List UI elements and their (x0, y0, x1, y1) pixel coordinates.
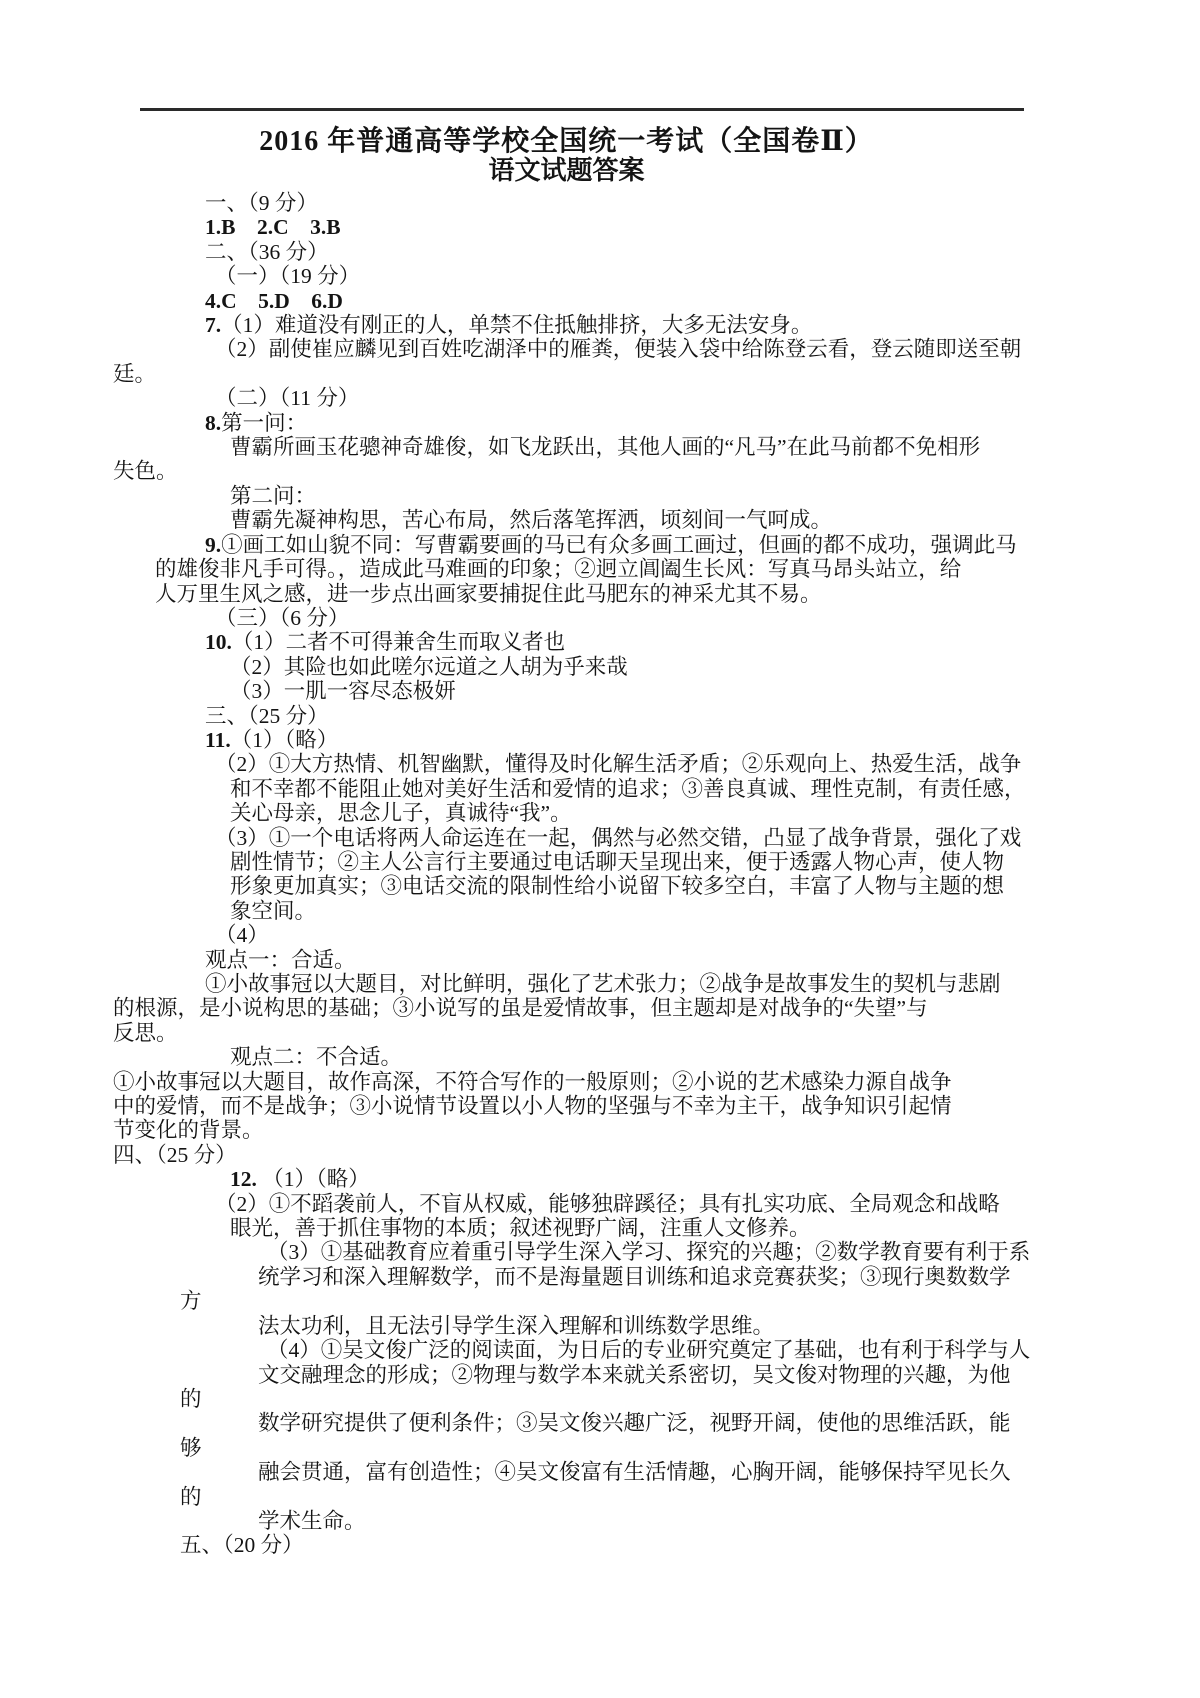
document-title: 2016 年普通高等学校全国统一考试（全国卷Ⅱ） (259, 126, 874, 157)
line-text: 眼光，善于抓住事物的本质；叙述视野广阔，注重人文修养。 (230, 1216, 811, 1241)
question-number: 9. (205, 532, 222, 557)
answer-line (215, 606, 1200, 630)
line-text: （3）①基础教育应着重引导学生深入学习、探究的兴趣；②数学教育要有利于系 (267, 1240, 1031, 1265)
answer-line (230, 777, 1200, 801)
line-text: 的 (180, 1386, 202, 1411)
line-text: 人万里生风之感，进一步点出画家要捕捉住此马肥东的神采尤其不易。 (155, 581, 822, 606)
answer-line (267, 1338, 1200, 1362)
answer-line (205, 704, 1200, 728)
line-text: 学术生命。 (258, 1508, 366, 1533)
line-text: （3）一肌一容尽态极妍 (230, 679, 456, 704)
line-text: 文交融理念的形成；②物理与数学本来就关系密切，吴文俊对物理的兴趣，为他 (258, 1362, 1011, 1387)
answer-lines (0, 191, 1200, 1558)
line-text: 观点一：合适。 (205, 947, 356, 972)
answer-line (258, 1265, 1200, 1289)
answer-line (258, 1314, 1200, 1338)
answer-line (205, 533, 1200, 557)
line-text: （4） (215, 923, 269, 948)
answer-line (215, 264, 1200, 288)
answer-line (113, 1118, 1200, 1142)
answer-line (113, 996, 1200, 1020)
document-subtitle: 语文试题答案 (488, 156, 645, 185)
line-text: ①小故事冠以大题目，对比鲜明，强化了艺术张力；②战争是故事发生的契机与悲剧 (205, 972, 1001, 996)
answer-line (180, 1289, 1200, 1313)
question-number: 11. (205, 727, 231, 752)
line-text: 曹霸先凝神构思，苦心布局，然后落笔挥洒，顷刻间一气呵成。 (230, 508, 833, 533)
line-text: 中的爱情，而不是战争；③小说情节设置以小人物的坚强与不幸为主干，战争知识引起情 (113, 1094, 952, 1119)
answer-line (113, 1094, 1200, 1118)
line-text: ①小故事冠以大题目，故作高深，不符合写作的一般原则；②小说的艺术感染力源自战争 (113, 1069, 952, 1094)
line-text: 够 (180, 1435, 202, 1460)
answer-line (205, 240, 1200, 264)
line-text: ①画工如山貌不同：写曹霸要画的马已有众多画工画过，但画的都不成功，强调此马 (221, 532, 1017, 557)
answer-line (230, 679, 1200, 703)
line-text: 剧性情节；②主人公言行主要通过电话聊天呈现出来，便于透露人物心声，使人物 (230, 849, 1005, 874)
line-text: 曹霸所画玉花骢神奇雄俊，如飞龙跃出，其他人画的“凡马”在此马前都不免相形 (230, 435, 981, 460)
line-text: （1）二者不可得兼舍生而取义者也 (231, 630, 566, 655)
answer-line (205, 215, 1200, 239)
answer-line (113, 1021, 1200, 1045)
answer-line (258, 1363, 1200, 1387)
line-text: 五、（20 分） (180, 1533, 304, 1558)
line-text: 和不幸都不能阻止她对美好生活和爱情的追求；③善良真诚、理性克制，有责任感， (230, 776, 1026, 801)
question-number: 7. (205, 313, 222, 338)
answer-line (113, 362, 1200, 386)
answer-line (180, 1387, 1200, 1411)
line-text: 统学习和深入理解数学，而不是海量题目训练和追求竞赛获奖；③现行奥数数学 (258, 1264, 1011, 1289)
answer-line (215, 337, 1200, 361)
answer-line (155, 557, 1200, 581)
line-text: 观点二：不合适。 (230, 1045, 403, 1070)
line-text: （三）（6 分） (215, 605, 350, 630)
line-text: 节变化的背景。 (113, 1118, 264, 1143)
answer-line (205, 313, 1200, 337)
answer-line (205, 630, 1200, 654)
line-text: 第一问： (221, 410, 308, 435)
answer-line (230, 801, 1200, 825)
line-text: 廷。 (113, 361, 157, 386)
answer-line (113, 1070, 1200, 1094)
answer-line (230, 435, 1200, 459)
line-text: 关心母亲，思念儿子，真诚待“我”。 (230, 801, 572, 826)
line-text: 失色。 (113, 459, 178, 484)
line-text: 四、（25 分） (113, 1142, 237, 1167)
line-text: （1）（略） (230, 727, 339, 752)
answer-line (205, 728, 1200, 752)
answer-line (205, 191, 1200, 215)
line-text: 融会贯通，富有创造性；④吴文俊富有生活情趣，心胸开阔，能够保持罕见长久 (258, 1460, 1011, 1485)
document-body (0, 126, 1200, 1558)
line-text: （3）①一个电话将两人命运连在一起，偶然与必然交错，凸显了战争背景，强化了戏 (215, 825, 1022, 850)
answer-line (215, 923, 1200, 947)
answer-line (180, 1533, 1200, 1557)
question-number: 1.B 2.C 3.B (205, 215, 341, 240)
answer-line (215, 752, 1200, 776)
answer-line (215, 386, 1200, 410)
question-number: 4.C 5.D 6.D (205, 288, 343, 313)
answer-line (155, 582, 1200, 606)
question-number: 8. (205, 410, 222, 435)
line-text: 方 (180, 1289, 202, 1314)
line-text: （4）①吴文俊广泛的阅读面，为日后的专业研究奠定了基础，也有利于科学与人 (267, 1338, 1031, 1363)
answer-line (267, 1240, 1200, 1264)
answer-line (205, 972, 1200, 996)
line-text: 的根源，是小说构思的基础；③小说写的虽是爱情故事，但主题却是对战争的“失望”与 (113, 996, 928, 1021)
line-text: 一、（9 分） (205, 191, 318, 215)
line-text: 的雄俊非凡手可得。，造成此马难画的印象；②迥立阊阖生长风：写真马昂头站立，给 (155, 557, 962, 582)
answer-line (230, 1045, 1200, 1069)
line-text: 形象更加真实；③电话交流的限制性给小说留下较多空白，丰富了人物与主题的想 (230, 874, 1005, 899)
line-text: 象空间。 (230, 898, 317, 923)
line-text: （二）（11 分） (215, 386, 360, 411)
line-text: 的 (180, 1484, 202, 1509)
answer-line (258, 1460, 1200, 1484)
answer-line (230, 655, 1200, 679)
answer-line (215, 1192, 1200, 1216)
answer-line (215, 826, 1200, 850)
line-text: （1）难道没有刚正的人，单禁不住抵触排挤，大多无法安身。 (221, 313, 813, 338)
line-text: 二、（36 分） (205, 239, 329, 264)
answer-line (205, 948, 1200, 972)
question-number: 10. (205, 630, 232, 655)
answer-line (258, 1509, 1200, 1533)
line-text: 数学研究提供了便利条件；③吴文俊兴趣广泛，视野开阔，使他的思维活跃，能 (258, 1411, 1011, 1436)
answer-line (230, 850, 1200, 874)
line-text: 法太功利，且无法引导学生深入理解和训练数学思维。 (258, 1313, 775, 1338)
answer-line (230, 484, 1200, 508)
question-number: 12. (230, 1167, 263, 1192)
answer-line (230, 508, 1200, 532)
answer-line (230, 1216, 1200, 1240)
line-text: （2）①大方热情、机智幽默，懂得及时化解生活矛盾；②乐观向上、热爱生活，战争 (215, 752, 1022, 777)
answer-line (180, 1436, 1200, 1460)
line-text: （1）（略） (262, 1167, 370, 1192)
answer-line (205, 411, 1200, 435)
answer-line (258, 1411, 1200, 1435)
line-text: （一）（19 分） (215, 264, 361, 289)
line-text: 反思。 (113, 1020, 178, 1045)
answer-line (205, 289, 1200, 313)
answer-line (180, 1485, 1200, 1509)
line-text: （2）副使崔应麟见到百姓吃湖泽中的雁粪，便装入袋中给陈登云看，登云随即送至朝 (215, 337, 1022, 362)
answer-line (230, 874, 1200, 898)
answer-line (230, 899, 1200, 923)
line-text: 第二问： (230, 483, 317, 508)
header-rule (140, 108, 1024, 111)
answer-line (113, 1143, 1200, 1167)
line-text: （2）其险也如此嗟尔远道之人胡为乎来哉 (230, 654, 628, 679)
line-text: 三、（25 分） (205, 703, 329, 728)
answer-line (113, 459, 1200, 483)
line-text: （2）①不蹈袭前人，不盲从权威，能够独辟蹊径；具有扎实功底、全局观念和战略 (215, 1191, 1000, 1216)
answer-line (230, 1167, 1200, 1191)
